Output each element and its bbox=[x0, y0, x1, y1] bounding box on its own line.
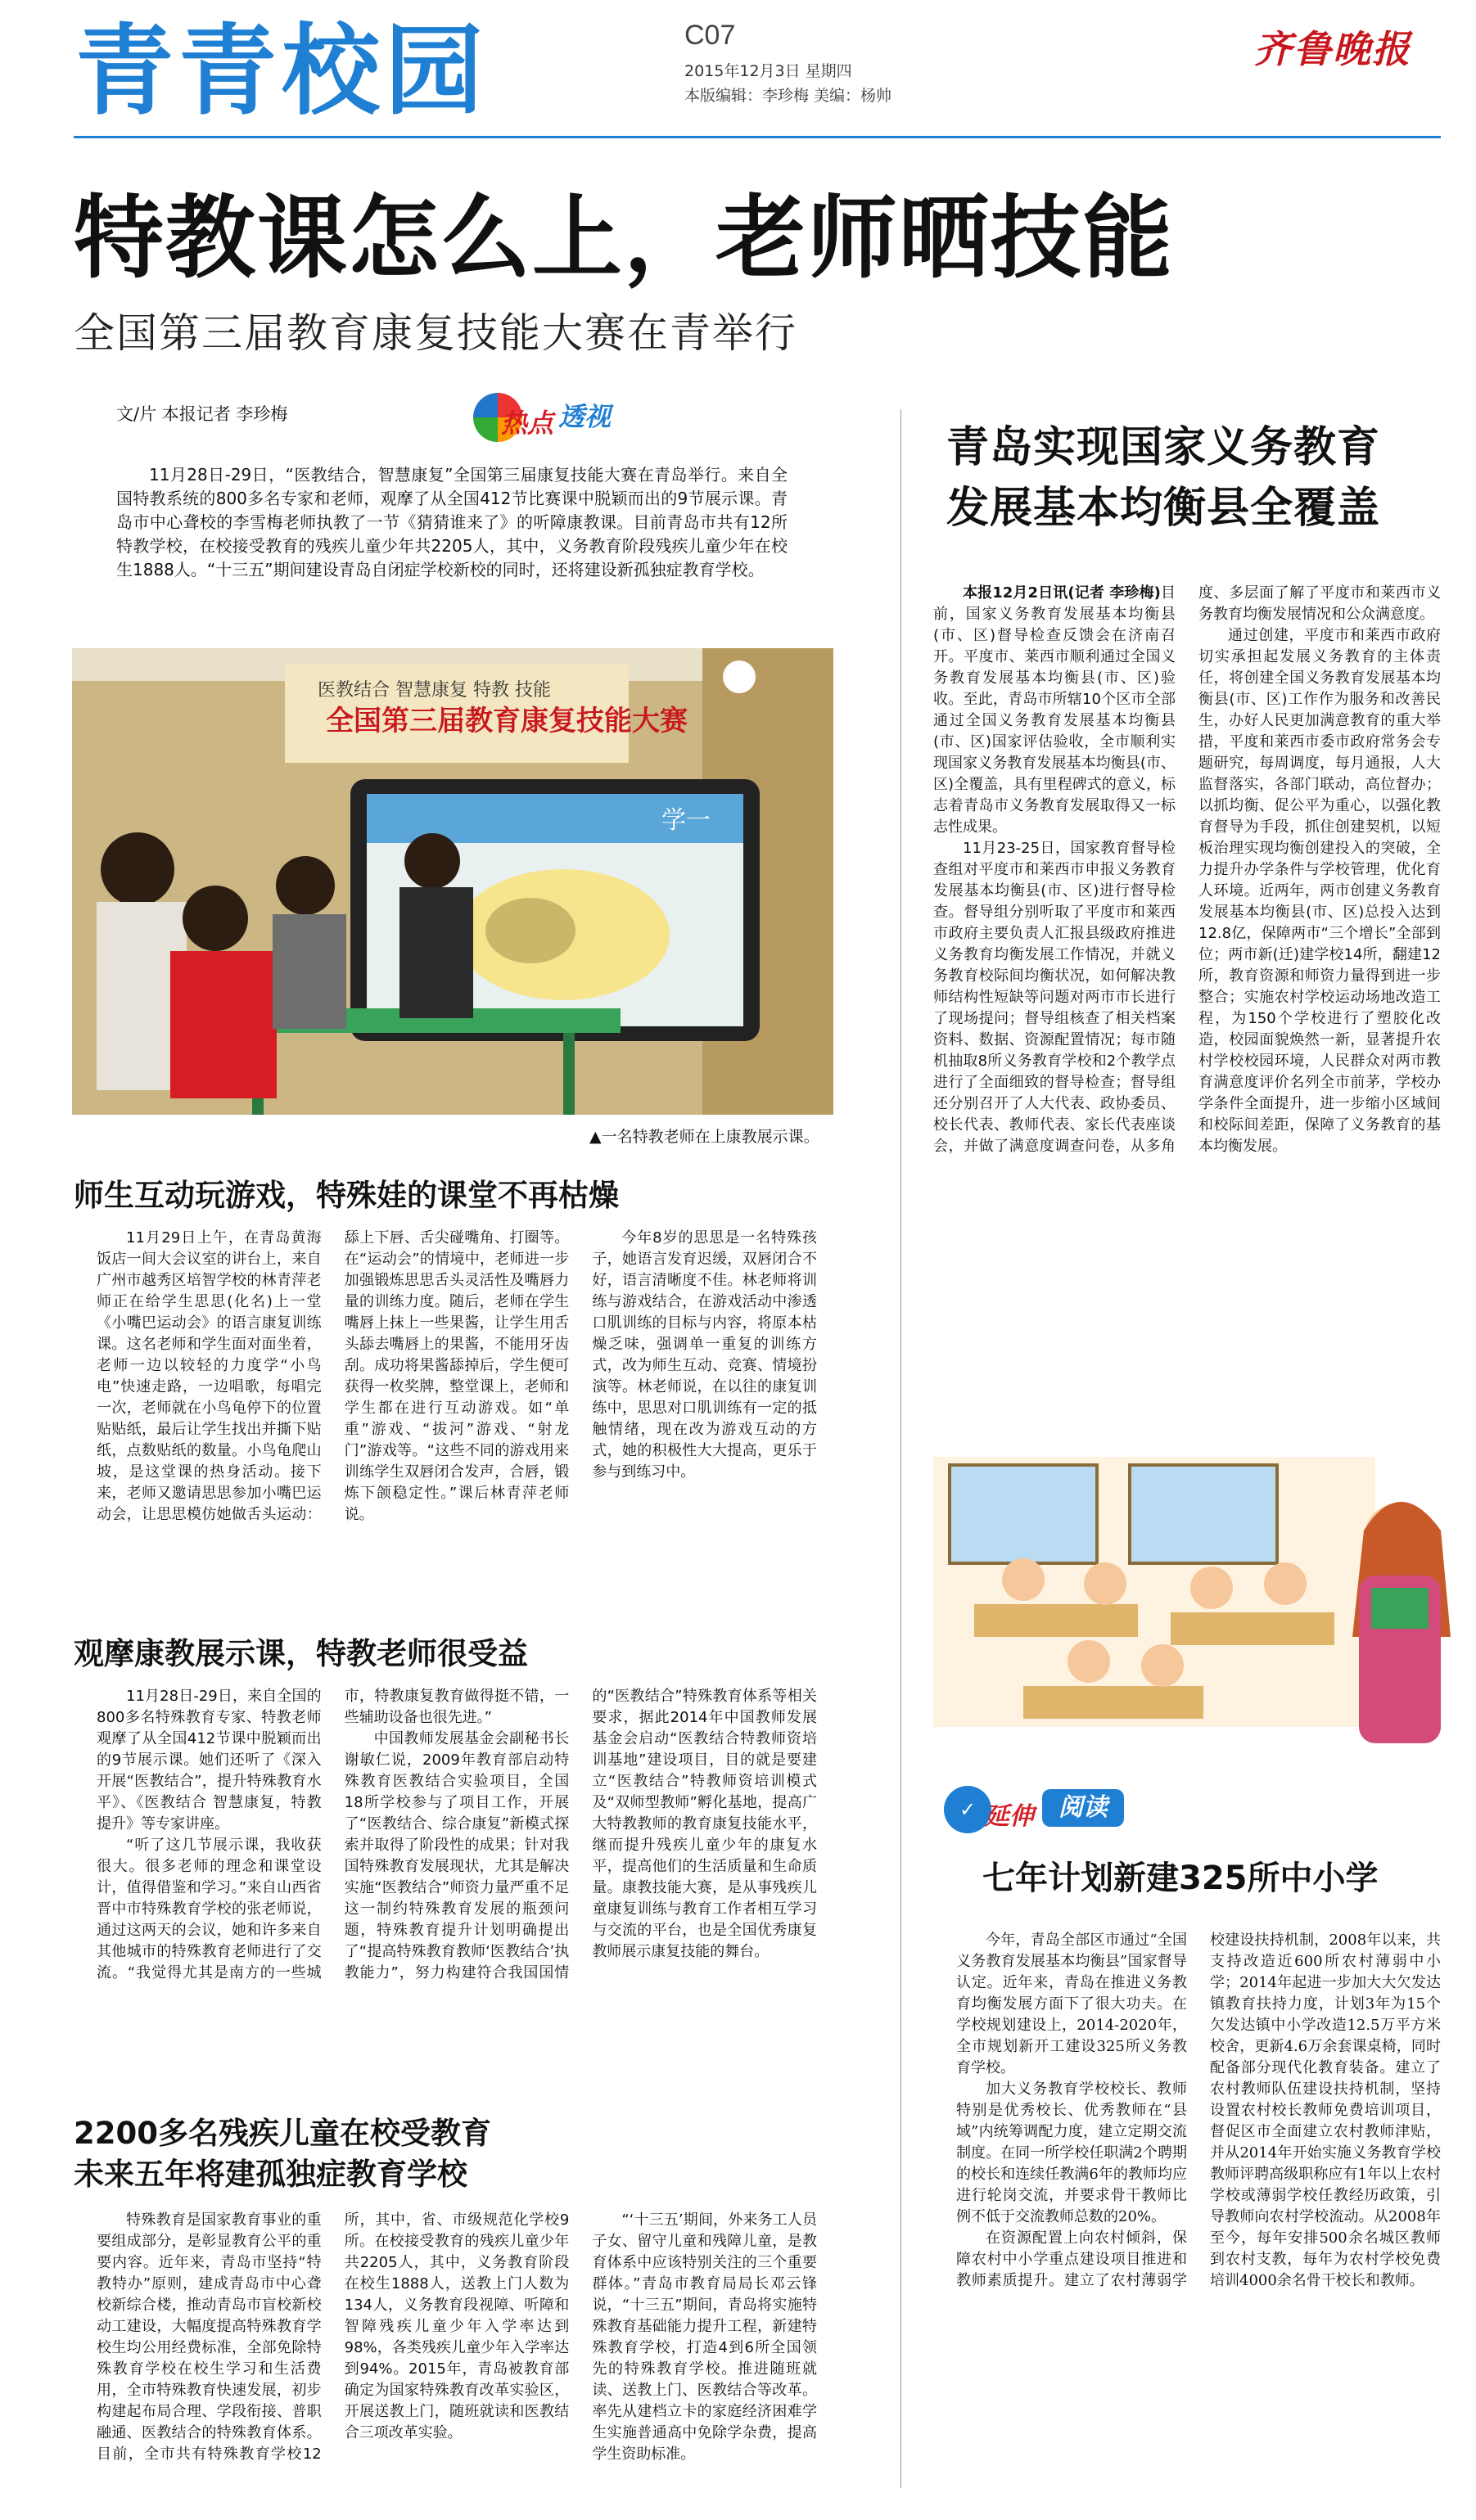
extension-logo-icon: ✓ bbox=[944, 1786, 991, 1833]
section2-paragraph: “听了这几节展示课，我收获很大。很多老师的理念和课堂设计，值得借鉴和学习。”来自山西省晋中市特殊教育学校的张老师说，通过这两天的会议，她和许多来自其他城市的特殊教育老师进行了交流。“我觉得尤其是南方的一些城市，特教康复教育做得挺不错，一些辅助设备也很先进。” bbox=[97, 1688, 570, 1981]
section1-paragraph: 11月29日上午，在青岛黄海饭店一间大会议室的讲台上，来自广州市越秀区培智学校的林青萍老师正在给学生思思(化名)上一堂《小嘴巴运动会》的语言康复训练课。这名老师和学生面对面坐着，老师一边以较轻的力度学“小鸟电”快速走路，一边唱歌，每唱完一次，老师就在小鸟龟停下的位置贴贴纸，最后让学生找出并撕下贴纸，点数贴纸的数量。小鸟龟爬山坡，是这堂课的热身活动。接下来，老师又邀请思思参加小嘴巴运动会，让思思模仿她做舌头运动：舔上下唇、舌尖碰嘴角、打圈等。在“运动会”的情境中，老师进一步加强锻炼思思舌头灵活性及嘴唇力量的训练力度。随后，老师在学生嘴唇上抹上一些果酱，让学生用舌头舔去嘴唇上的果酱，不能用牙齿刮。成功将果酱舔掉后，学生便可获得一枚奖牌，整堂课上，老师和学生都在进行互动游戏。如“单重”游戏、“拔河”游戏、“射龙门”游戏等。“这些不同的游戏用来训练学生双唇闭合发声，合唇，锻炼下颌稳定性。”课后林青萍老师说。 bbox=[97, 1229, 570, 1523]
section3-body bbox=[97, 2210, 817, 2488]
right-headline bbox=[946, 417, 1380, 539]
caption-marker: ▲ bbox=[589, 1128, 602, 1146]
classroom-illustration bbox=[900, 1440, 1465, 1760]
section1-body bbox=[97, 1228, 817, 1612]
right-headline-line1: 青岛实现国家义务教育 bbox=[946, 423, 1381, 472]
right-story-paragraph: 通过创建，平度市和莱西市政府切实承担起发展义务教育的主体责任，将创建全国义务教育发展基本均衡县(市、区)工作作为服务和改善民生，办好人民更加满意教育的重大举措，平度和莱西市委市政府常务会专题研究，每周调度，每月通报，人大监督落实，各部门联动，高位督办；以抓均衡、促公平为重心，以强化教育督导为手段，抓住创建契机，以短板治理实现均衡创建投入的突破，全力提升办学条件与学校管理，优化育人环境。近两年，两市创建义务教育发展基本均衡县(市、区)总投入达到12.8亿，保障两市“三个增长”全部到位；两市新(迁)建学校14所，翻建12所，教育资源和师资力量得到进一步整合；实施农村学校运动场地改造工程，为150个学校进行了塑胶化改造，校园面貌焕然一新，显著提升农村学校校园环境，人民群众对两市教育满意度评价名列全市前茅，学校办学条件全面提升，进一步缩小区域间和校际间差距，保障了义务教育的基本均衡发展。 bbox=[1198, 627, 1441, 1155]
right-headline-line2: 发展基本均衡县全覆盖 bbox=[946, 484, 1381, 533]
section3-paragraph: “‘十三五’期间，外来务工人员子女、留守儿童和残障儿童，是教育体系中应该特别关注的三个重要群体。”青岛市教育局局长邓云锋说，“十三五”期间，青岛将实施特殊教育基础能力提升工程，新建特殊教育学校，打造4到6所全国领先的特殊教育学校。推进随班就读、送教上门、医教结合等改革。率先从建档立卡的家庭经济困难学生实施普通高中免除学杂费，提高学生资助标准。 bbox=[592, 2211, 817, 2463]
section2-body bbox=[97, 1686, 817, 2103]
classroom-photo-illustration bbox=[72, 648, 833, 1115]
screen-title: 学一 bbox=[661, 806, 711, 835]
section1-paragraph: 今年8岁的思思是一名特殊孩子，她语言发育迟缓，双唇闭合不好，语言清晰度不佳。林老师将训练与游戏结合，在游戏活动中渗透口肌训练的目标与内容，将原本枯燥乏味，强调单一重复的训练方式，改为师生互动、竞赛、情境扮演等。林老师说，在以往的康复训练中，思思对口肌训练有一定的抵触情绪，现在改为游戏互动的方式，她的积极性大大提高，更乐于参与到练习中。 bbox=[592, 1229, 817, 1481]
masthead-rule bbox=[74, 136, 1441, 138]
section1-title: 师生互动玩游戏，特殊娃的课堂不再枯燥 bbox=[74, 1178, 619, 1213]
photo-slogan: 医教结合 智慧康复 特教 技能 bbox=[318, 680, 551, 701]
extension-title: 七年计划新建325所中小学 bbox=[982, 1860, 1379, 1897]
issue-date: 2015年12月3日 星期四 bbox=[684, 62, 852, 80]
section3-paragraph: 特殊教育是国家教育事业的重要组成部分，是彰显教育公平的重要内容。近年来，青岛市坚持“特教特办”原则，建成青岛市中心聋校新综合楼，推动青岛市盲校新校动工建设，大幅度提高特殊教育学校生均公用经费标准，全部免除特殊教育学校在校生学习和生活费用，全市特殊教育快速发展，初步构建起布局合理、学段衔接、普职融通、医教结合的特殊教育体系。目前，全市共有特殊教育学校12所，其中，省、市级规范化学校9所。在校接受教育的残疾儿童少年共2205人，其中，义务教育阶段在校生1888人，送教上门人数为134人，义务教育段视障、听障和智障残疾儿童少年入学率达到98%，各类残疾儿童少年入学率达到94%。2015年，青岛被教育部确定为国家特殊教育改革实验区，开展送教上门，随班就读和医教结合三项改革实验。 bbox=[97, 2211, 570, 2463]
section3-title-line2: 未来五年将建孤独症教育学校 bbox=[74, 2157, 467, 2192]
extension-body bbox=[956, 1930, 1441, 2495]
section3-title bbox=[74, 2113, 491, 2195]
extension-text-b: 阅读 bbox=[1042, 1789, 1124, 1827]
badge-text-a: 热点 bbox=[501, 408, 554, 439]
right-story-lead: 本报12月2日讯(记者 李珍梅)目前，国家义务教育发展基本均衡县(市、区)督导检查反馈会在济南召开。平度市、莱西市顺利通过全国义务教育发展基本均衡县(市、区)验收。至此，青岛市所辖10个区市全部通过全国义务教育发展基本均衡县(市、区)国家评估验收，全市顺利实现国家义务教育发展基本均衡县(市、区)全覆盖，具有里程碑式的意义，标志着青岛市义务教育发展取得又一标志性成果。 bbox=[933, 584, 1176, 836]
cartoon-classroom-icon bbox=[900, 1440, 1465, 1760]
section2-title: 观摩康教展示课，特教老师很受益 bbox=[74, 1636, 528, 1671]
issue-info bbox=[684, 59, 891, 108]
extension-text-a: 延伸 bbox=[985, 1802, 1034, 1831]
lead-headline: 特教课怎么上，老师晒技能 bbox=[74, 186, 1174, 291]
section2-paragraph: 中国教师发展基金会副秘书长谢敏仁说，2009年教育部启动特殊教育医教结合实验项目，全国18所学校参与了项目工作，开展了“医教结合、综合康复”新模式探索并取得了阶段性的成果；针对我国特殊教育发展现状，尤其是解决实施“医教结合”师资力量严重不足这一制约特殊教育发展的瓶颈问题，特殊教育提升计划明确提出了“提高特殊教育教师‘医教结合’执教能力”，努力构建符合我国国情的“医教结合”特殊教育体系等相关要求，据此2014年中国教师发展基金会启动“医教结合特教师资培训基地”建设项目，目的就是要建立“医教结合”特教师资培训模式及“双师型教师”孵化基地，提高广大特教教师的教育康复技能水平，继而提升残疾儿童少年的康复水平，提高他们的生活质量和生命质量。康教技能大赛，是从事残疾儿童康复训练与教育工作者相互学习与交流的平台，也是全国优秀康复教师展示康复技能的舞台。 bbox=[344, 1688, 817, 1981]
right-story-paragraph: 11月23-25日，国家教育督导检查组对平度市和莱西市申报义务教育发展基本均衡县(市、区)进行督导检查。督导组分别听取了平度市和莱西市政府主要负责人汇报县级政府推进义务教育均衡发展工作情况，并就义务教育校际间均衡状况，如何解决教师结构性短缺等问题对两市市长进行了现场提问；督导组核查了相关档案资料、数据、资源配置情况；每市随机抽取8所义务教育学校和2个教学点进行了全面细致的督导检查；督导组还分别召开了人大代表、政协委员、校长代表、教师代表、家长代表座谈会，并做了满意度调查问卷，从多角度、多层面了解了平度市和莱西市义务教育均衡发展情况和公众满意度。 bbox=[933, 584, 1441, 1155]
extension-paragraph: 今年，青岛全部区市通过“全国义务教育发展基本均衡县”国家督导认定。近年来，青岛在推进义务教育均衡发展方面下了很大功夫。在学校规划建设上，2014-2020年，全市规划新开工建设325所义务教育学校。 bbox=[956, 1932, 1187, 2076]
photo-caption: ▲一名特教老师在上康教展示课。 bbox=[589, 1128, 819, 1146]
photo-banner: 全国第三届教育康复技能大赛 bbox=[326, 705, 688, 737]
lead-byline: 文/片 本报记者 李珍梅 bbox=[116, 404, 288, 424]
right-story-body bbox=[933, 583, 1441, 1418]
right-story-dateline: 本报12月2日讯(记者 李珍梅) bbox=[963, 584, 1161, 602]
section2-paragraph: 11月28日-29日，来自全国的800多名特殊教育专家、特教老师观摩了从全国412节课中脱颖而出的9节展示课。她们还听了《深入开展“医教结合”，提升特殊教育水平》、《医教结合 智慧康复，特教提升》等专家讲座。 bbox=[97, 1688, 322, 1833]
lead-intro: 11月28日-29日，“医教结合，智慧康复”全国第三届康复技能大赛在青岛举行。来自全国特教系统的800多名专家和老师，观摩了从全国412节比赛课中脱颖而出的9节展示课。青岛市中心聋校的李雪梅老师执教了一节《猜猜谁来了》的听障康教课。目前青岛市共有12所特教学校，在校接受教育的残疾儿童少年共2205人，其中，义务教育阶段残疾儿童少年在校生1888人。“十三五”期间建设青岛自闭症学校新校的同时，还将建设新孤独症教育学校。 bbox=[116, 465, 788, 579]
hot-topic-badge bbox=[473, 391, 645, 444]
lead-subhead: 全国第三届教育康复技能大赛在青举行 bbox=[74, 309, 797, 357]
extension-badge bbox=[944, 1784, 1140, 1837]
section3-title-line1: 2200多名残疾儿童在校受教育 bbox=[74, 2116, 491, 2151]
extension-paragraph: 加大义务教育学校校长、教师特别是优秀校长、优秀教师在“县域”内统筹调配力度，建立定期交流制度。在同一所学校任职满2个聘期的校长和连续任教满6年的教师均应进行轮岗交流，并要求骨干教师比例不低于交流教师总数的20%。 bbox=[956, 2080, 1187, 2225]
extension-paragraph: 在资源配置上向农村倾斜，保障农村中小学重点建设项目推进和教师素质提升。建立了农村薄弱学校建设扶持机制，2008年以来，共支持改造近600所农村薄弱中小学；2014年起进一步加大大欠发达镇教育扶持力度，计划3年为15个欠发达镇中小学改造12.5万平方米校舍，更新4.6万余套课桌椅，同时配备部分现代化教育装备。建立了农村教师队伍建设扶持机制，坚持设置农村校长教师免费培训项目，督促区市全面建立农村教师津贴，并从2014年开始实施义务教育学校教师评聘高级职称应有1年以上农村学校或薄弱学校任教经历政策，引导教师向农村学校流动。从2008年至今，每年安排500余名城区教师到农村支教，每年为农村学校免费培训4000余名骨干校长和教师。 bbox=[956, 1932, 1441, 2289]
lead-photo bbox=[72, 648, 833, 1115]
badge-text-b: 透视 bbox=[558, 401, 612, 432]
issue-editors: 本版编辑：李珍梅 美编：杨帅 bbox=[684, 87, 892, 105]
page-code: C07 bbox=[684, 20, 736, 51]
newspaper-logo: 齐鲁晚报 bbox=[1254, 27, 1411, 71]
masthead-title: 青青校园 bbox=[75, 15, 488, 128]
